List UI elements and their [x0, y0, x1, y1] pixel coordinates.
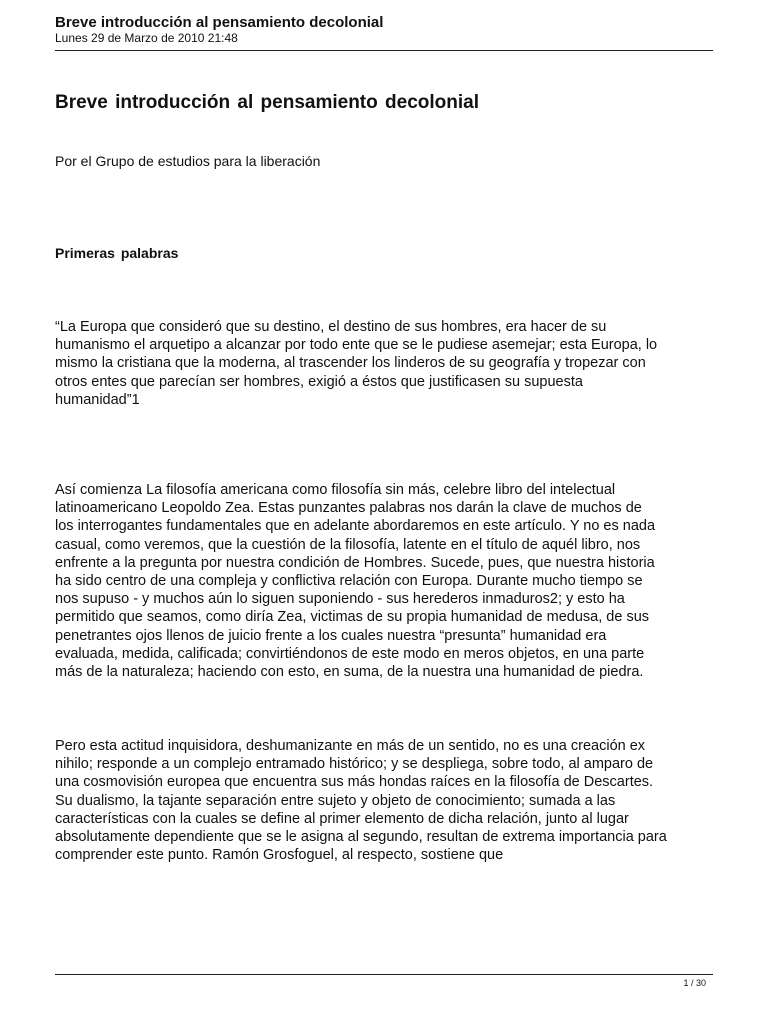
header-divider — [55, 50, 713, 51]
byline: Por el Grupo de estudios para la liberación — [55, 153, 321, 169]
article-title: Breve introducción al pensamiento decolonial — [55, 92, 479, 113]
section-heading: Primeras palabras — [55, 245, 179, 261]
header-date: Lunes 29 de Marzo de 2010 21:48 — [55, 31, 238, 45]
page-number: 1 / 30 — [683, 978, 706, 988]
paragraph-body: Pero esta actitud inquisidora, deshumanizante en más de un sentido, no es una creación ex nihilo; responde a un complejo entramado histórico; y se despliega, sobre todo, al amparo de una cosmovisión europea que encuentra sus más hondas raíces en la filosofía de Descartes. Su dualismo, la tajante separación entre sujeto y objeto de conocimiento; sumada a las características con la cuales se define al primer elemento de dicha relación, junto al lugar absolutamente dependiente que se le asigna al segundo, resultan de extrema importancia para comprender este punto. Ramón Grosfoguel, al respecto, sostiene que — [55, 738, 667, 864]
paragraph-quote: “La Europa que consideró que su destino, el destino de sus hombres, era hacer de su humanismo el arquetipo a alcanzar por todo ente que se le pudiese asemejar; esta Europa, lo mismo la cristiana que la moderna, al trascender los linderos de su geografía y tropezar con otros entes que parecían ser hombres, exigió a éstos que justificasen su supuesta humanidad”1 — [55, 319, 658, 408]
header-title: Breve introducción al pensamiento decolonial — [55, 14, 384, 31]
footer-divider — [55, 974, 713, 975]
paragraph-body: Así comienza La filosofía americana como filosofía sin más, celebre libro del intelectual latinoamericano Leopoldo Zea. Estas punzantes palabras nos darán la clave de muchos de los interrogantes fundamentales que en adelante abordaremos en este artículo. Y no es nada casual, como veremos, que la cuestión de la filosofía, latente en el título de aquél libro, nos enfrente a la pregunta por nuestra condición de Hombres. Sucede, pues, que nuestra historia ha sido centro de una compleja y conflictiva relación con Europa. Durante mucho tiempo se nos supuso - y muchos aún lo siguen suponiendo - sus herederos inmaduros2; y esto ha permitido que seamos, como diría Zea, victimas de su propia humanidad de medusa, de sus penetrantes ojos llenos de juicio frente a los cuales nuestra “presunta” humanidad era evaluada, medida, calificada; convirtiéndonos de este modo en meros objetos, en una parte más de la naturaleza; haciendo con esto, en suma, de la nuestra una humanidad de piedra. — [55, 482, 656, 681]
page-header — [55, 14, 713, 46]
